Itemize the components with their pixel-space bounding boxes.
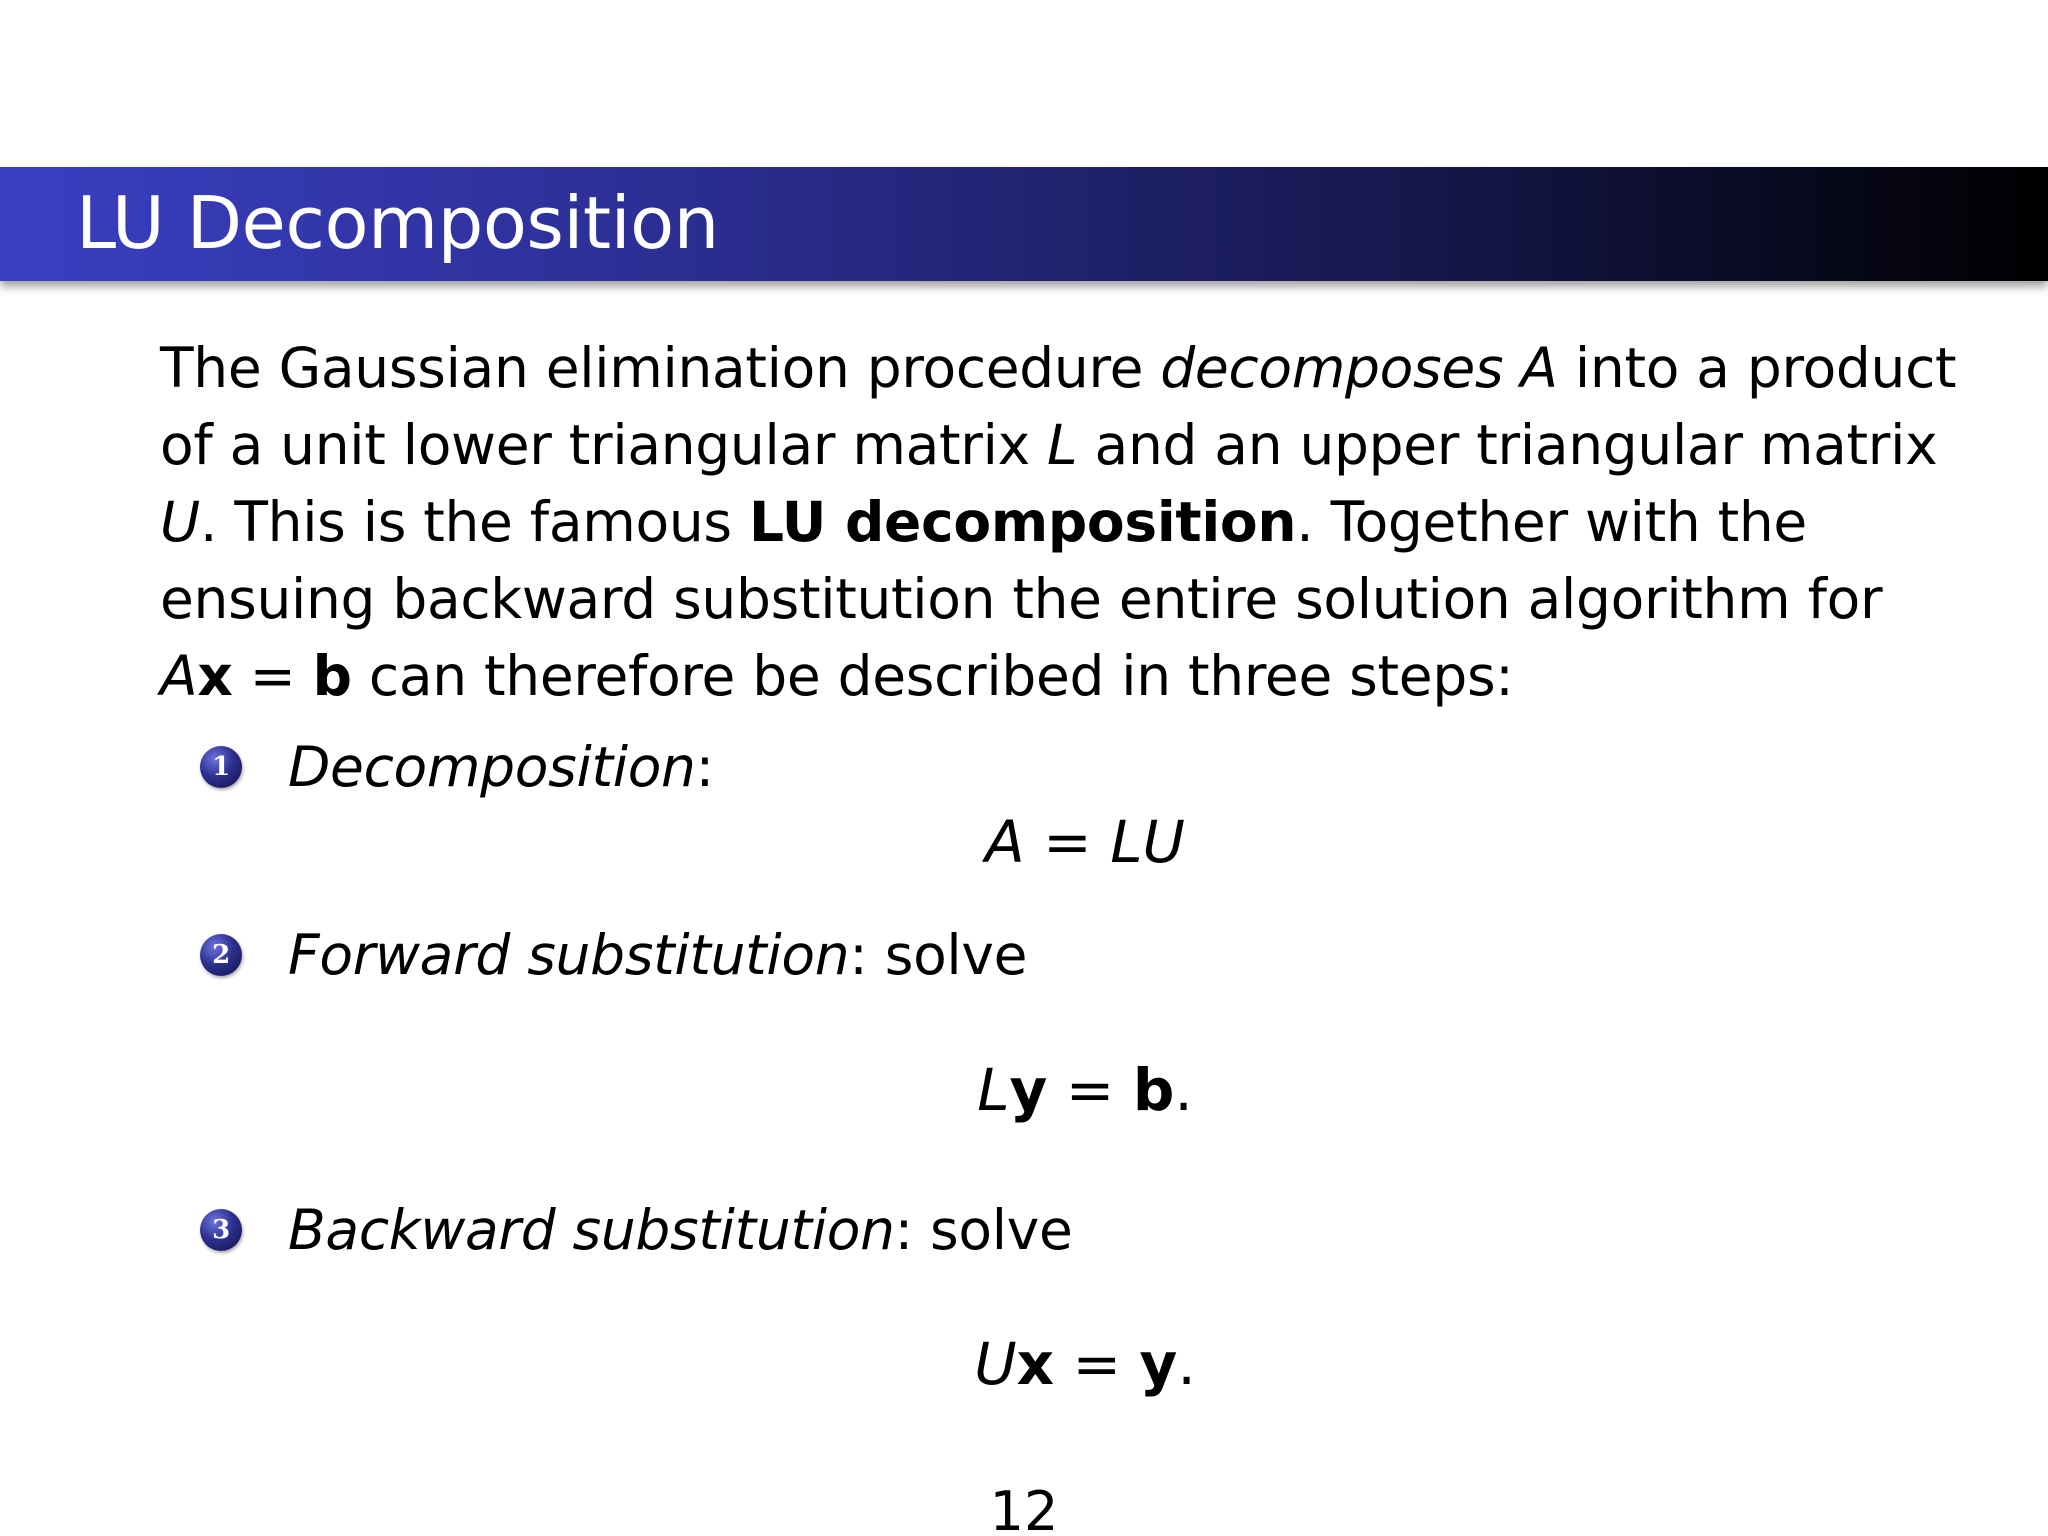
paragraph-line-4 xyxy=(160,561,1883,638)
step-label: Decomposition xyxy=(288,735,696,799)
text-span: into a product xyxy=(1557,336,1957,400)
bold-lu-decomposition: LU decomposition xyxy=(748,490,1297,554)
equals-sign: = xyxy=(1054,1330,1140,1398)
math-A: A xyxy=(1520,336,1558,400)
step-suffix: : solve xyxy=(894,1198,1073,1262)
math-U: U xyxy=(160,490,200,554)
math-b-bold: b xyxy=(1132,1056,1175,1124)
step-number-badge: 2 xyxy=(200,934,242,976)
equation-a-equals-lu xyxy=(0,808,2048,876)
step-label: Forward substitution xyxy=(288,923,850,987)
math-A: A xyxy=(160,644,198,708)
step-item-3 xyxy=(200,1198,1073,1262)
text-span: ensuing backward substitution the entire solution algorithm for xyxy=(160,567,1883,631)
step-number-badge: 1 xyxy=(200,746,242,788)
period: . xyxy=(1174,1056,1193,1124)
equation-ux-equals-y xyxy=(0,1330,2048,1398)
paragraph-line-1 xyxy=(160,330,1957,407)
math-x-bold: x xyxy=(1016,1330,1055,1398)
math-x-bold: x xyxy=(197,644,233,708)
paragraph-line-5 xyxy=(160,638,1860,715)
math-A: A xyxy=(985,808,1025,876)
text-span: and an upper triangular matrix xyxy=(1077,413,1938,477)
title-bar xyxy=(0,167,2048,281)
paragraph-line-2 xyxy=(160,407,1938,484)
text-span: can therefore be described in three steps: xyxy=(351,644,1514,708)
text-span: of a unit lower triangular matrix xyxy=(160,413,1048,477)
text-span: . This is the famous xyxy=(199,490,749,554)
text-span: . Together with the xyxy=(1296,490,1807,554)
step-item-2 xyxy=(200,923,1027,987)
paragraph-line-3 xyxy=(160,484,1860,561)
step-item-1 xyxy=(200,735,714,799)
math-L: L xyxy=(977,1056,1010,1124)
equals-sign: = xyxy=(1024,808,1111,876)
text-span xyxy=(1503,336,1520,400)
math-LU: LU xyxy=(1110,808,1185,876)
text-span: The Gaussian elimination procedure xyxy=(160,336,1161,400)
math-y-bold: y xyxy=(1139,1330,1178,1398)
step-suffix: : xyxy=(695,735,714,799)
period: . xyxy=(1177,1330,1196,1398)
intro-paragraph xyxy=(160,330,1957,715)
page-number: 12 xyxy=(989,1480,1059,1536)
math-b-bold: b xyxy=(312,644,352,708)
equals-sign: = xyxy=(1047,1056,1133,1124)
step-label: Backward substitution xyxy=(288,1198,895,1262)
math-L: L xyxy=(1047,413,1078,477)
step-number-badge: 3 xyxy=(200,1209,242,1251)
slide-title: LU Decomposition xyxy=(76,181,719,265)
equation-ly-equals-b xyxy=(0,1056,2048,1124)
math-y-bold: y xyxy=(1009,1056,1048,1124)
step-suffix: : solve xyxy=(849,923,1028,987)
math-U: U xyxy=(974,1330,1017,1398)
text-span: = xyxy=(232,644,313,708)
emphasis-decomposes: decomposes xyxy=(1160,336,1504,400)
